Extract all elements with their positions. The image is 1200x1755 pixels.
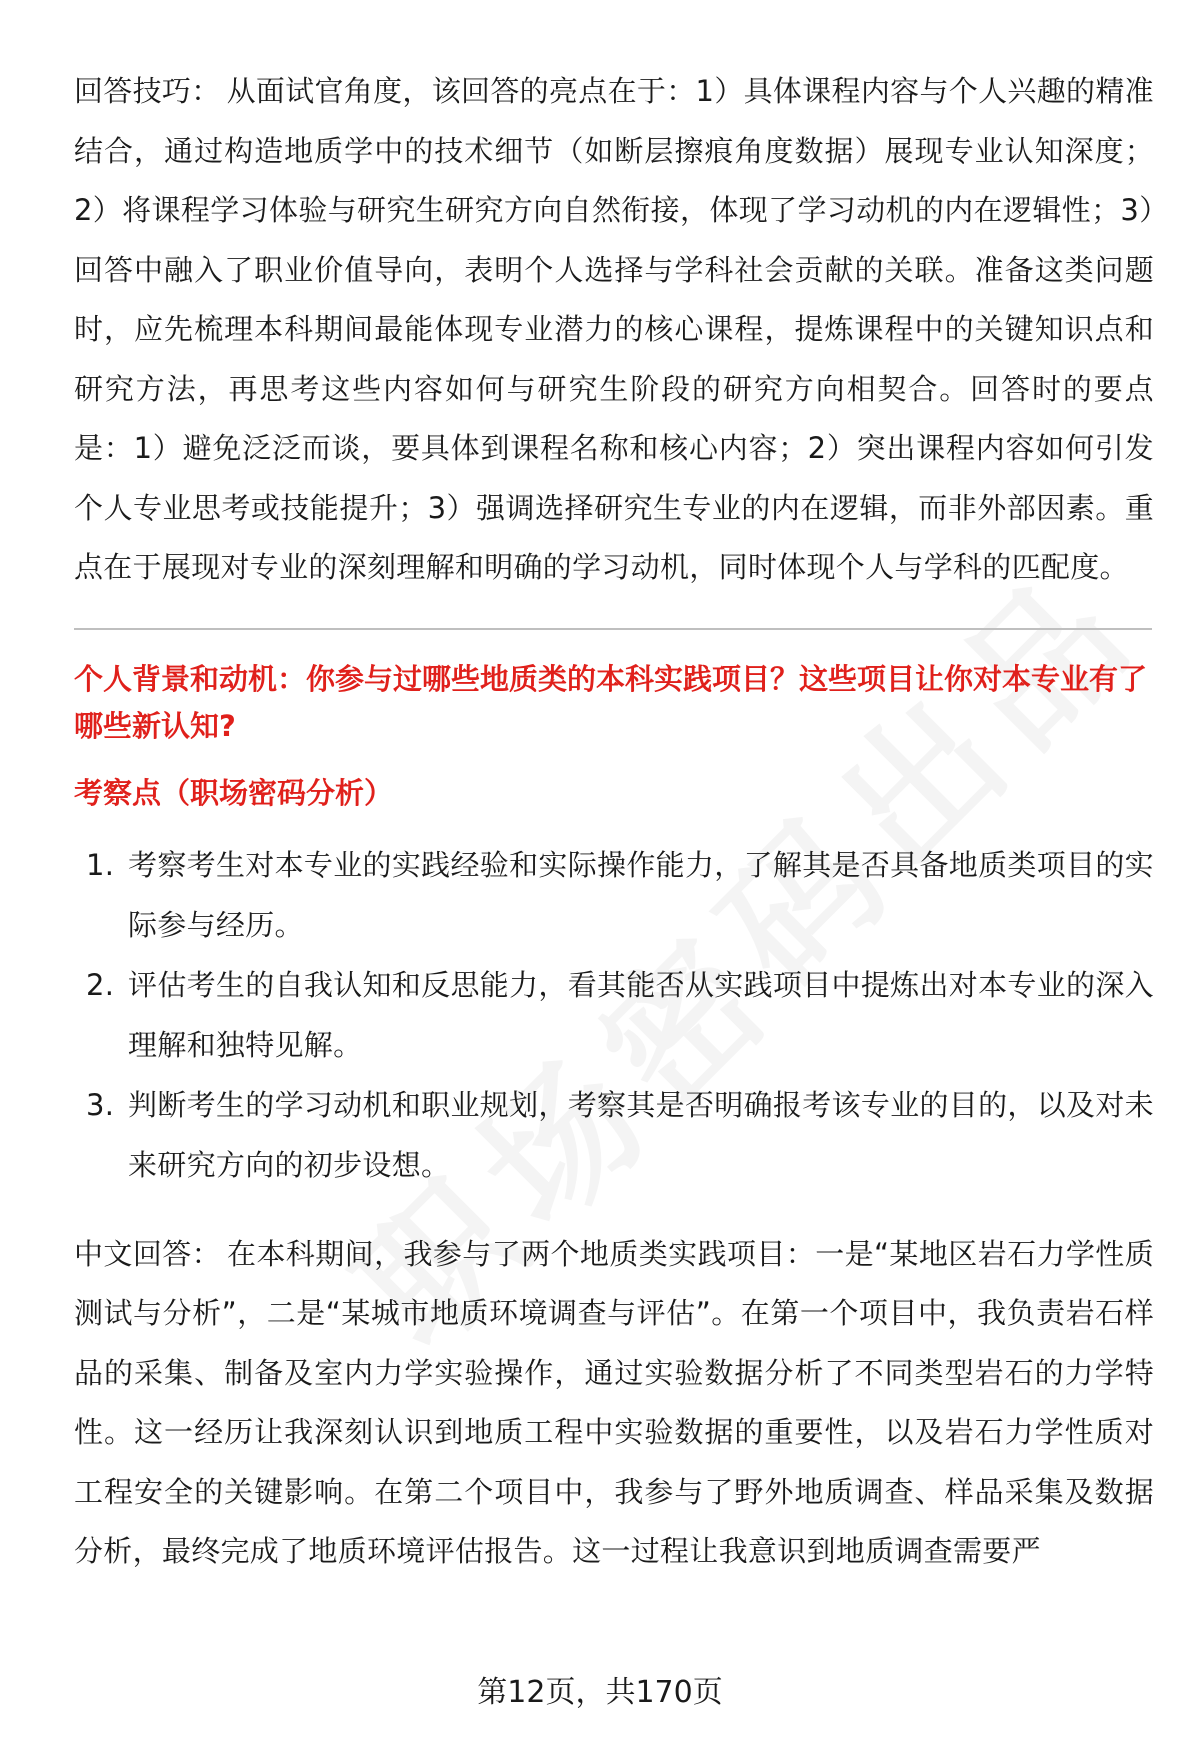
page-content	[74, 62, 1154, 1582]
chinese-answer-text: 在本科期间，我参与了两个地质类实践项目：一是“某地区岩石力学性质测试与分析”，二是“某城市地质环境调查与评估”。在第一个项目中，我负责岩石样品的采集、制备及室内力学实验操作，通过实验数据分析了不同类型岩石的力学特性。这一经历让我深刻认识到地质工程中实验数据的重要性，以及岩石力学性质对工程安全的关键影响。在第二个项目中，我参与了野外地质调查、样品采集及数据分析，最终完成了地质环境评估报告。这一过程让我意识到地质调查需要严	[74, 1236, 1154, 1568]
question-heading: 个人背景和动机：你参与过哪些地质类的本科实践项目？这些项目让你对本专业有了哪些新认知?	[74, 661, 1148, 743]
list-item-text: 判断考生的学习动机和职业规划，考察其是否明确报考该专业的目的，以及对未来研究方向的初步设想。	[128, 1087, 1154, 1182]
answer-tips-text: 从面试官角度，该回答的亮点在于：1）具体课程内容与个人兴趣的精准结合，通过构造地质学中的技术细节（如断层擦痕角度数据）展现专业认知深度；2）将课程学习体验与研究生研究方向自然衔接，体现了学习动机的内在逻辑性；3）回答中融入了职业价值导向，表明个人选择与学科社会贡献的关联。准备这类问题时，应先梳理本科期间最能体现专业潜力的核心课程，提炼课程中的关键知识点和研究方法，再思考这些内容如何与研究生阶段的研究方向相契合。回答时的要点是：1）避免泛泛而谈，要具体到课程名称和核心内容；2）突出课程内容如何引发个人专业思考或技能提升；3）强调选择研究生专业的内在逻辑，而非外部因素。重点在于展现对专业的深刻理解和明确的学习动机，同时体现个人与学科的匹配度。	[74, 74, 1154, 584]
chinese-answer-label: 中文回答：	[74, 1236, 222, 1271]
assessment-list	[74, 835, 1154, 1195]
list-item-text: 评估考生的自我认知和反思能力，看其能否从实践项目中提炼出对本专业的深入理解和独特见解。	[128, 967, 1154, 1062]
section-divider	[74, 628, 1152, 630]
list-item	[74, 955, 1154, 1075]
list-item-text: 考察考生对本专业的实践经验和实际操作能力，了解其是否具备地质类项目的实际参与经历。	[128, 847, 1154, 942]
list-item	[74, 835, 1154, 955]
page-number-footer: 第12页，共170页	[477, 1675, 723, 1710]
assessment-heading: 考察点（职场密码分析）	[74, 775, 394, 810]
list-item-number: 1.	[86, 847, 115, 882]
chinese-answer-paragraph	[74, 1225, 1154, 1582]
answer-tips-paragraph	[74, 62, 1154, 598]
list-item-number: 2.	[86, 967, 115, 1002]
list-item	[74, 1075, 1154, 1195]
answer-tips-label: 回答技巧：	[74, 74, 221, 108]
list-item-number: 3.	[86, 1087, 115, 1122]
